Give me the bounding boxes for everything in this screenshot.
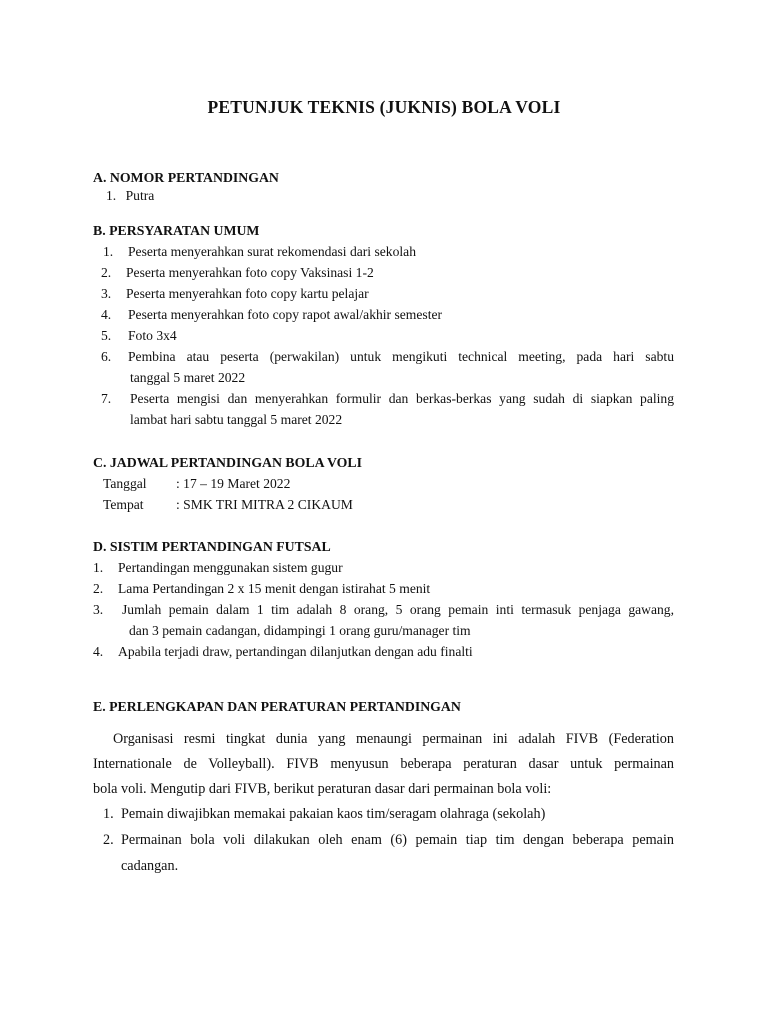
list-text-continuation: dan 3 pemain cadangan, didampingi 1 orang guru/manager tim — [129, 623, 471, 638]
list-text: Peserta menyerahkan foto copy kartu pelajar — [126, 286, 369, 301]
list-text: Putra — [125, 188, 155, 203]
list-number: 4. — [101, 307, 112, 322]
list-text: Lama Pertandingan 2 x 15 menit dengan istirahat 5 menit — [118, 581, 431, 596]
list-number: 2. — [101, 265, 112, 280]
section-b-heading: B. PERSYARATAN UMUM — [93, 223, 260, 238]
list-number: 6. — [101, 349, 112, 364]
list-text: Pemain diwajibkan memakai pakaian kaos tim/seragam olahraga (sekolah) — [121, 806, 546, 822]
list-text: Peserta menyerahkan surat rekomendasi dari sekolah — [128, 244, 417, 259]
list-text: Permainan bola voli dilakukan oleh enam (6) pemain tiap tim dengan beberapa pemain — [121, 832, 674, 848]
list-number: 5. — [101, 328, 112, 343]
list-number: 2. — [93, 581, 104, 596]
list-text-continuation: tanggal 5 maret 2022 — [130, 370, 246, 385]
schedule-label: Tempat — [103, 497, 144, 512]
section-c-heading: C. JADWAL PERTANDINGAN BOLA VOLI — [93, 455, 362, 470]
schedule-label: Tanggal — [103, 476, 147, 491]
list-text-continuation: lambat hari sabtu tanggal 5 maret 2022 — [130, 412, 343, 427]
list-text: Apabila terjadi draw, pertandingan dilanjutkan dengan adu finalti — [118, 644, 473, 659]
schedule-value: : SMK TRI MITRA 2 CIKAUM — [176, 497, 353, 512]
list-text: Pertandingan menggunakan sistem gugur — [118, 560, 343, 575]
list-number: 1. — [93, 560, 104, 575]
list-text: Peserta menyerahkan foto copy rapot awal/akhir semester — [128, 307, 443, 322]
section-e-heading: E. PERLENGKAPAN DAN PERATURAN PERTANDINGAN — [93, 699, 461, 714]
section-d-heading: D. SISTIM PERTANDINGAN FUTSAL — [93, 539, 331, 554]
list-item — [106, 188, 154, 204]
list-number: 1. — [103, 244, 114, 259]
list-number: 1. — [106, 188, 117, 203]
paragraph-line: bola voli. Mengutip dari FIVB, berikut peraturan dasar dari permainan bola voli: — [93, 781, 552, 797]
list-text: Peserta menyerahkan foto copy Vaksinasi 1-2 — [126, 265, 374, 280]
list-text: Pembina atau peserta (perwakilan) untuk mengikuti technical meeting, pada hari sabtu — [128, 349, 674, 364]
list-text: Foto 3x4 — [128, 328, 177, 343]
list-number: 3. — [93, 602, 104, 617]
list-number: 3. — [101, 286, 112, 301]
paragraph-line: Internationale de Volleyball). FIVB menyusun beberapa peraturan dasar untuk permainan — [93, 756, 674, 772]
list-number: 7. — [101, 391, 112, 406]
list-text: Peserta mengisi dan menyerahkan formulir dan berkas-berkas yang sudah di siapkan paling — [130, 391, 674, 406]
paragraph-line: Organisasi resmi tingkat dunia yang menaungi permainan ini adalah FIVB (Federation — [113, 731, 674, 747]
list-text: Jumlah pemain dalam 1 tim adalah 8 orang, 5 orang pemain inti termasuk penjaga gawang, — [122, 602, 674, 617]
section-a-heading: A. NOMOR PERTANDINGAN — [93, 170, 279, 185]
page-title: PETUNJUK TEKNIS (JUKNIS) BOLA VOLI — [207, 97, 561, 117]
list-text-continuation: cadangan. — [121, 858, 179, 874]
list-number: 1. — [103, 806, 114, 822]
list-number: 4. — [93, 644, 104, 659]
list-number: 2. — [103, 832, 114, 848]
schedule-value: : 17 – 19 Maret 2022 — [176, 476, 291, 491]
